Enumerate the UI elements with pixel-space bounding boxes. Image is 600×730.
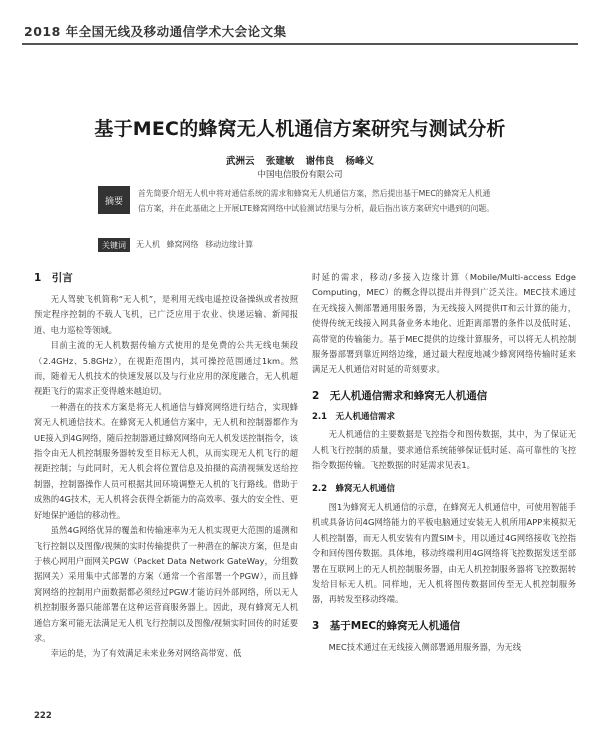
keyword: 移动边缘计算: [205, 240, 254, 249]
page-number: 222: [34, 711, 52, 721]
paragraph: 无人机通信的主要数据是飞控指令和图传数据，其中，为了保证无人机飞行控制的质量，要求通信系统能够保证低时延、高可靠性的飞控指令数据传输。飞控数据的时延需求见表1。: [312, 429, 576, 471]
running-header: 2018 年全国无线及移动通信学术大会论文集: [24, 24, 287, 39]
author: 张建敏: [265, 156, 295, 167]
author: 杨峰义: [345, 156, 374, 167]
abstract-label: 摘要: [98, 186, 130, 214]
section-heading: 3 基于MEC的蜂窝无人机通信: [312, 619, 461, 632]
paragraph: 时延的需求，移动/多接入边缘计算（Mobile/Multi-access Edge Computing，MEC）的概念得以提出并得到广泛关注。MEC技术通过在无线接入侧部署通用服务器，为无线接入网提供IT和云计算的能力，使得传统无线接入网具备业务本地化、近距离部署的条件以及低时延、高带宽的传输能力。基于MEC提供的边缘计算服务，可以将无人机控制服务器部署到靠近网络边缘，通过最大程度地减少蜂窝网络传输时延来满足无人机通信对时延的苛刻要求。: [312, 272, 576, 375]
paragraph: MEC技术通过在无线接入侧部署通用服务器，为无线: [328, 641, 522, 652]
paragraph: 目前主流的无人机数据传输方式使用的是免费的公共无线电频段（2.4GHz、5.8GHz），在视距范围内，其可操控范围通过1km。然而，随着无人机技术的快速发展以及与行业应用的深度融合，无人机超视距飞行的需求正变得越来越迫切。: [34, 340, 298, 397]
author: 谢伟良: [305, 156, 335, 167]
paragraph: 幸运的是，为了有效满足未来业务对网络高带宽、低: [50, 648, 242, 659]
keywords-list: [136, 238, 253, 252]
section-heading: 2 无人机通信需求和蜂窝无人机通信: [312, 389, 488, 402]
right-column: [312, 270, 576, 655]
keyword: 无人机: [136, 240, 160, 249]
paragraph: 一种潜在的技术方案是将无人机通信与蜂窝网络进行结合，实现蜂窝无人机通信技术。在蜂窝无人机通信方案中，无人机和控制器都作为UE接入到4G网络，随后控制器通过蜂窝网络向无人机发送控制指令，该指令由无人机控制服务器转发至目标无人机，从而实现无人机飞行的超视距控制；与此同时，无人机会将位置信息及拍摄的高清视频发送给控制器，控制器操作人员可根据其回环境调整无人机的飞行路线。借助于成熟的4G技术，无人机将会获得全新能力的高效率、强大的安全性、更好地保护通信的移动性。: [34, 401, 298, 520]
keyword: 蜂窝网络: [166, 240, 199, 249]
section-heading: 1 引言: [34, 272, 73, 284]
header-rule: [22, 43, 578, 45]
subsection-heading: 2.2 蜂窝无人机通信: [312, 484, 396, 495]
paper-title: 基于MEC的蜂窝无人机通信方案研究与测试分析: [94, 118, 506, 140]
paragraph: 虽然4G网络优异的覆盖和传输速率为无人机实现更大范围的遥测和飞行控制以及图像/视频的实时传输提供了一种潜在的解决方案，但是由于核心网用户面网关PGW（Packet Data Network GateWay，分组数据网关）采用集中式部署的方案（通常一个省部署一个PGW），而且蜂窝网络的控制用户面数据都必须经过PGW才能访问外部网络，所以无人机控制服务器只能部署在这种运营商服务器上。因此，现有蜂窝无人机通信方案可能无法满足无人机飞行控制以及图像/视频实时回传的时延要求。: [34, 525, 298, 643]
author: 武洲云: [226, 156, 255, 167]
keywords-label: 关键词: [98, 238, 130, 252]
paragraph: 图1为蜂窝无人机通信的示意，在蜂窝无人机通信中，可使用智能手机或具备访问4G网络能力的平板电脑通过安装无人机所用APP来模拟无人机控制器，而无人机安装有内置SIM卡，用以通过4G网络接收飞控指令和回传图传数据。具体地，移动终端利用4G网络将飞控数据发送至部署在互联网上的无人机控制服务器，由无人机控制服务器将飞控数据转发给目标无人机。同样地，无人机将图传数据回传至无人机控制服务器，再转发至移动终端。: [312, 501, 576, 605]
left-column: [34, 270, 298, 662]
abstract-text: 首先简要介绍无人机中将对通信系统的需求和蜂窝无人机通信方案，然后提出基于MEC的蜂窝无人机通信方案，并在此基础之上开展LTE蜂窝网络中试验测试结果与分析，最后指出该方案研究中遇到的问题。: [138, 189, 495, 213]
author-list: [0, 153, 600, 167]
subsection-heading: 2.1 无人机通信需求: [312, 411, 396, 422]
affiliation: 中国电信股份有限公司: [257, 170, 343, 180]
paragraph: 无人驾驶飞机简称“无人机”，是利用无线电遥控设备操纵或者按照预定程序控制的不载人飞机，已广泛应用于农业、快递运输、新闻报道、电力巡检等领域。: [34, 294, 298, 335]
